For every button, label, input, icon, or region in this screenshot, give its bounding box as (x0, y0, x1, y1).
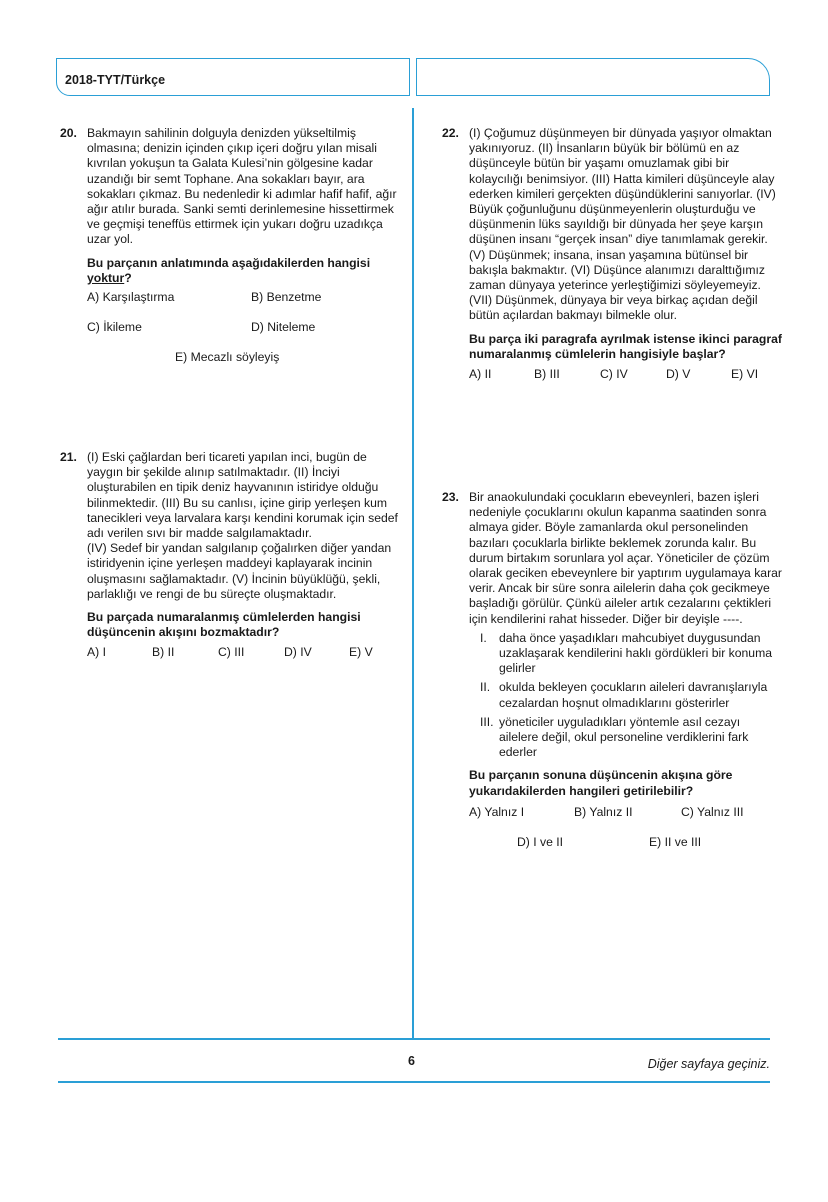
question-passage-continued: (IV) Sedef bir yandan salgılanıp çoğalırken diğer yandan istiridyenin içine yerleşen maddeyi kaplayarak incinin oluşmasını sağlamaktadır. (V) İncinin büyüklüğü, şekli, parlaklığı ve rengi de bu süreçte oluşmaktadır. (87, 541, 392, 601)
roman-list (469, 631, 782, 761)
option-e[interactable]: E) V (349, 645, 373, 660)
question-20 (60, 126, 400, 365)
list-item: I. daha önce yaşadıkları mahcubiyet duygusundan uzaklaşarak kendilerini haklı gördükleri bir konuma gelirler (480, 630, 772, 676)
list-item: II. okulda bekleyen çocukların aileleri davranışlarıyla cezalardan hoşnut olmadıklarını gösterirler (480, 680, 768, 710)
option-d[interactable]: D) V (666, 367, 691, 382)
option-c[interactable]: C) İkileme (87, 320, 142, 335)
footer-bottom-line (58, 1081, 770, 1083)
question-passage: (I) Eski çağlardan beri ticareti yapılan inci, bugün de yaygın bir şekilde alınıp satılmaktadır. (II) İnciyi oluşturabilen en tipik deniz hayvanının istiridye olduğu bilinmektedir. (III) Bu su canlısı, içine girip yerleşen kum tanecikleri veya larvalara karşı kendini korumak için sedef adı verilen sıvı bir madde salgılamaktadır. (87, 450, 398, 541)
option-e[interactable]: E) Mecazlı söyleyiş (175, 350, 280, 365)
question-number: 20. (60, 126, 77, 140)
option-d[interactable]: D) I ve II (517, 834, 564, 849)
question-stem: Bu parça iki paragrafa ayrılmak istense ikinci paragraf numaralanmış cümlelerin hangisiyle başlar? (469, 331, 782, 361)
next-page-note: Diğer sayfaya geçiniz. (647, 1057, 770, 1071)
question-stem: Bu parçanın sonuna düşüncenin akışına göre yukarıdakilerden hangileri getirilebilir? (469, 768, 733, 798)
question-22 (442, 126, 782, 382)
question-21 (60, 450, 400, 660)
option-d[interactable]: D) Niteleme (251, 320, 316, 335)
option-a[interactable]: A) I (87, 645, 106, 660)
option-b[interactable]: B) Yalnız II (574, 804, 633, 819)
page-number: 6 (408, 1054, 415, 1068)
option-a[interactable]: A) II (469, 367, 492, 382)
option-a[interactable]: A) Karşılaştırma (87, 290, 175, 305)
list-item: III. yöneticiler uyguladıkları yöntemle asıl cezayı ailelere değil, okul personeline verdiklerini fark ederler (480, 714, 749, 760)
question-number: 23. (442, 490, 459, 504)
option-e[interactable]: E) II ve III (649, 834, 702, 849)
header-left-box (56, 58, 410, 96)
option-b[interactable]: B) Benzetme (251, 290, 322, 305)
option-e[interactable]: E) VI (731, 367, 759, 382)
option-c[interactable]: C) Yalnız III (681, 804, 744, 819)
question-stem: Bu parçada numaralanmış cümlelerden hangisi düşüncenin akışını bozmaktadır? (87, 610, 361, 640)
option-d[interactable]: D) IV (284, 645, 312, 660)
header-right-box (416, 58, 770, 96)
question-passage: Bir anaokulundaki çocukların ebeveynleri, bazen işleri nedeniyle çocuklarını okulun kapanma saatinden sonra almaya gider. Böyle zamanlarda okul personelinden bazıları çocuklarla birlikte beklemek zorunda kalır. Bu durum birtakım sorunlara yol açar. Yöneticiler de çözüm olarak geciken ebeveynlere bir yaptırım uygulamaya karar verir. Ancak bir süre sonra ailelerin daha çok gecikmeye başladığı görülür. Çünkü aileler artık cezalarını çektikleri için kendilerini rahat hisseder. Diğer bir deyişle ----. (469, 490, 782, 626)
question-passage: Bakmayın sahilinin dolguyla denizden yükseltilmiş olmasına; denizin içinden çıkıp içeri doğru yılan misali kıvrılan yokuşun ta Galata Kulesi’nin gölgesine kadar uzandığı bir semt Tophane. Ana sokakları bayır, ara sokakları çıkmaz. Bu nedenledir ki adımlar hafif hafif, ağır ağır atılır burada. Sanki semti derinlemesine hissettirmek ve geçmişi teneffüs ettirmek için yukarı doğru uzadıkça uzar yol. (87, 126, 397, 247)
option-b[interactable]: B) II (152, 645, 175, 660)
option-b[interactable]: B) III (534, 367, 560, 382)
option-c[interactable]: C) III (218, 645, 245, 660)
page-title: 2018-TYT/Türkçe (65, 73, 166, 87)
question-stem: Bu parçanın anlatımında aşağıdakilerden hangisi yoktur? (87, 255, 371, 285)
option-c[interactable]: C) IV (600, 367, 628, 382)
option-a[interactable]: A) Yalnız I (469, 804, 525, 819)
footer-top-line (58, 1038, 770, 1040)
column-divider (412, 108, 414, 1038)
question-23 (442, 490, 782, 850)
question-number: 21. (60, 450, 77, 464)
question-passage: (I) Çoğumuz düşünmeyen bir dünyada yaşıyor olmaktan yakınıyoruz. (II) İnsanların büyük bir bölümü en az düşünceyle bütün bir yaşamı omuzlamak gibi bir kolaycılığı benimsiyor. (III) Hatta kimileri düşünceyle alay ederken kimileri gerçekten düşündüklerini sanıyorlar. (IV) Büyük çoğunluğunu düşünmeyenlerin oluşturduğu ve düşünmenin lüks sayıldığı bir dünyada her şeye karşın düşünen insanı “gerçek insan” diye tanımlamak gerekir. (V) Düşünmek; insana, insan yaşamına bütünsel bir bakışla bakmaktır. (VI) Düşünce alanımızı daralttığımız zaman dünyaya yeterince yerleştiğimizi söyleyemeyiz. (VII) Düşünmek, dünyaya bir veya birkaç açıdan değil bütün açılardan bakmayı bilmekle olur. (469, 126, 776, 323)
question-number: 22. (442, 126, 459, 140)
